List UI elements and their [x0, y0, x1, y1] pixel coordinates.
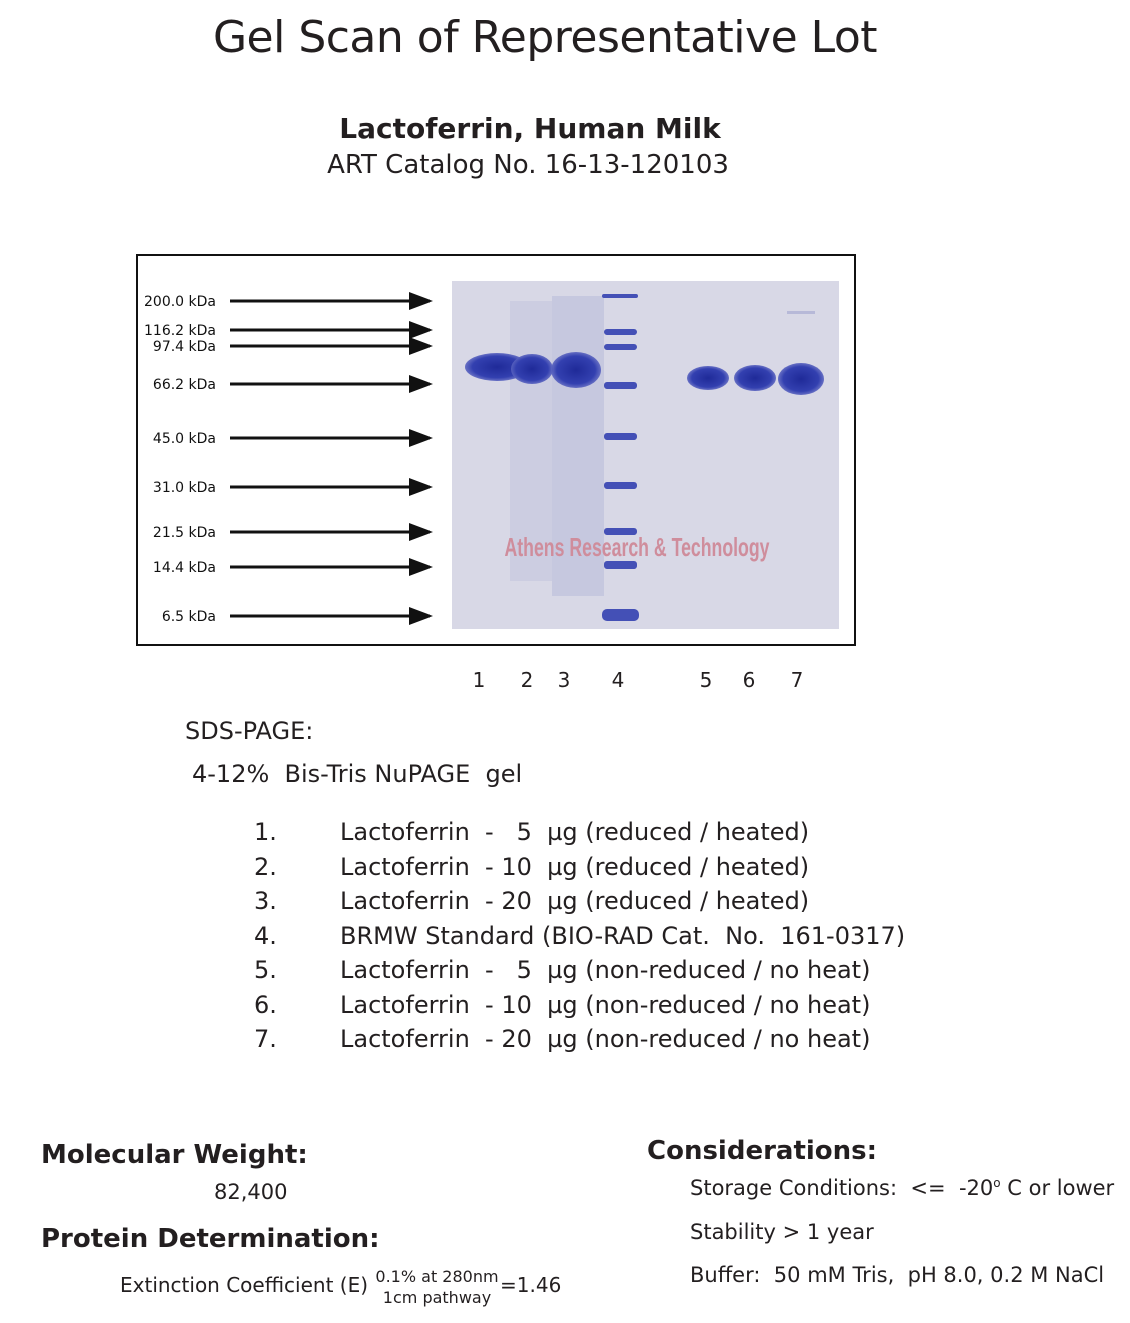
gel-figure [136, 254, 856, 646]
lane-index: 3. [254, 887, 277, 915]
protein-determination-heading: Protein Determination: [41, 1224, 380, 1254]
marker-label: 200.0 kDa [144, 294, 216, 310]
lane-description: Lactoferrin - 20 µg (reduced / heated) [340, 887, 810, 915]
degree-symbol: o [993, 1176, 1001, 1190]
lane-7-faint-band [787, 311, 815, 314]
marker-label: 21.5 kDa [152, 525, 216, 541]
watermark-text: Athens Research & Technology [504, 532, 770, 562]
product-name: Lactoferrin, Human Milk [339, 112, 721, 145]
lane-description: Lactoferrin - 20 µg (non-reduced / no heat) [340, 1025, 871, 1053]
lane-index: 1. [254, 818, 277, 846]
extinction-subscript: 1cm pathway [382, 1288, 492, 1307]
lane-index: 6. [254, 991, 277, 1019]
molecular-weight-value: 82,400 [214, 1180, 288, 1204]
lane-7-band [778, 363, 824, 395]
storage-prefix: Storage Conditions: <= -20 [690, 1176, 994, 1200]
lane-index: 2. [254, 853, 277, 881]
marker-label: 66.2 kDa [152, 377, 216, 393]
lane-number: 5 [699, 668, 713, 692]
lane-index: 5. [254, 956, 277, 984]
stability: Stability > 1 year [690, 1220, 874, 1244]
lane-number: 1 [472, 668, 486, 692]
marker-label: 6.5 kDa [161, 609, 216, 625]
lane-2-band [511, 354, 553, 384]
gel-scan-image [452, 281, 839, 629]
lane-number: 6 [742, 668, 756, 692]
catalog-number: ART Catalog No. 16-13-120103 [327, 150, 729, 180]
lane-description: Lactoferrin - 10 µg (reduced / heated) [340, 853, 810, 881]
storage-suffix: C or lower [1000, 1176, 1115, 1200]
buffer: Buffer: 50 mM Tris, pH 8.0, 0.2 M NaCl [690, 1263, 1105, 1287]
lane-description: Lactoferrin - 10 µg (non-reduced / no heat) [340, 991, 871, 1019]
lane-number: 4 [611, 668, 625, 692]
marker-label: 116.2 kDa [144, 323, 216, 339]
marker-label: 14.4 kDa [152, 560, 216, 576]
marker-label: 97.4 kDa [152, 339, 216, 355]
gel-type: 4-12% Bis-Tris NuPAGE gel [192, 760, 523, 788]
lane-number: 2 [520, 668, 534, 692]
method-label: SDS-PAGE: [185, 717, 314, 745]
lane-description: Lactoferrin - 5 µg (non-reduced / no heat) [340, 956, 871, 984]
page-title: Gel Scan of Representative Lot [212, 12, 878, 63]
considerations-heading: Considerations: [647, 1136, 878, 1166]
lane-5-band [687, 366, 729, 390]
extinction-value: =1.46 [500, 1273, 562, 1297]
lane-description: BRMW Standard (BIO-RAD Cat. No. 161-0317) [340, 922, 906, 950]
lane-description: Lactoferrin - 5 µg (reduced / heated) [340, 818, 810, 846]
marker-label: 45.0 kDa [152, 431, 216, 447]
lane-index: 7. [254, 1025, 277, 1053]
storage-conditions [690, 1176, 1114, 1200]
lane-3-band [551, 352, 601, 388]
extinction-conditions [372, 1266, 502, 1308]
lane-index: 4. [254, 922, 277, 950]
molecular-weight-heading: Molecular Weight: [41, 1140, 308, 1170]
lane-number: 7 [790, 668, 804, 692]
marker-label: 31.0 kDa [152, 480, 216, 496]
lane-number: 3 [557, 668, 571, 692]
extinction-superscript: 0.1% at 280nm [375, 1267, 499, 1286]
extinction-label: Extinction Coefficient (E) [120, 1273, 369, 1297]
lane-6-band [734, 365, 776, 391]
